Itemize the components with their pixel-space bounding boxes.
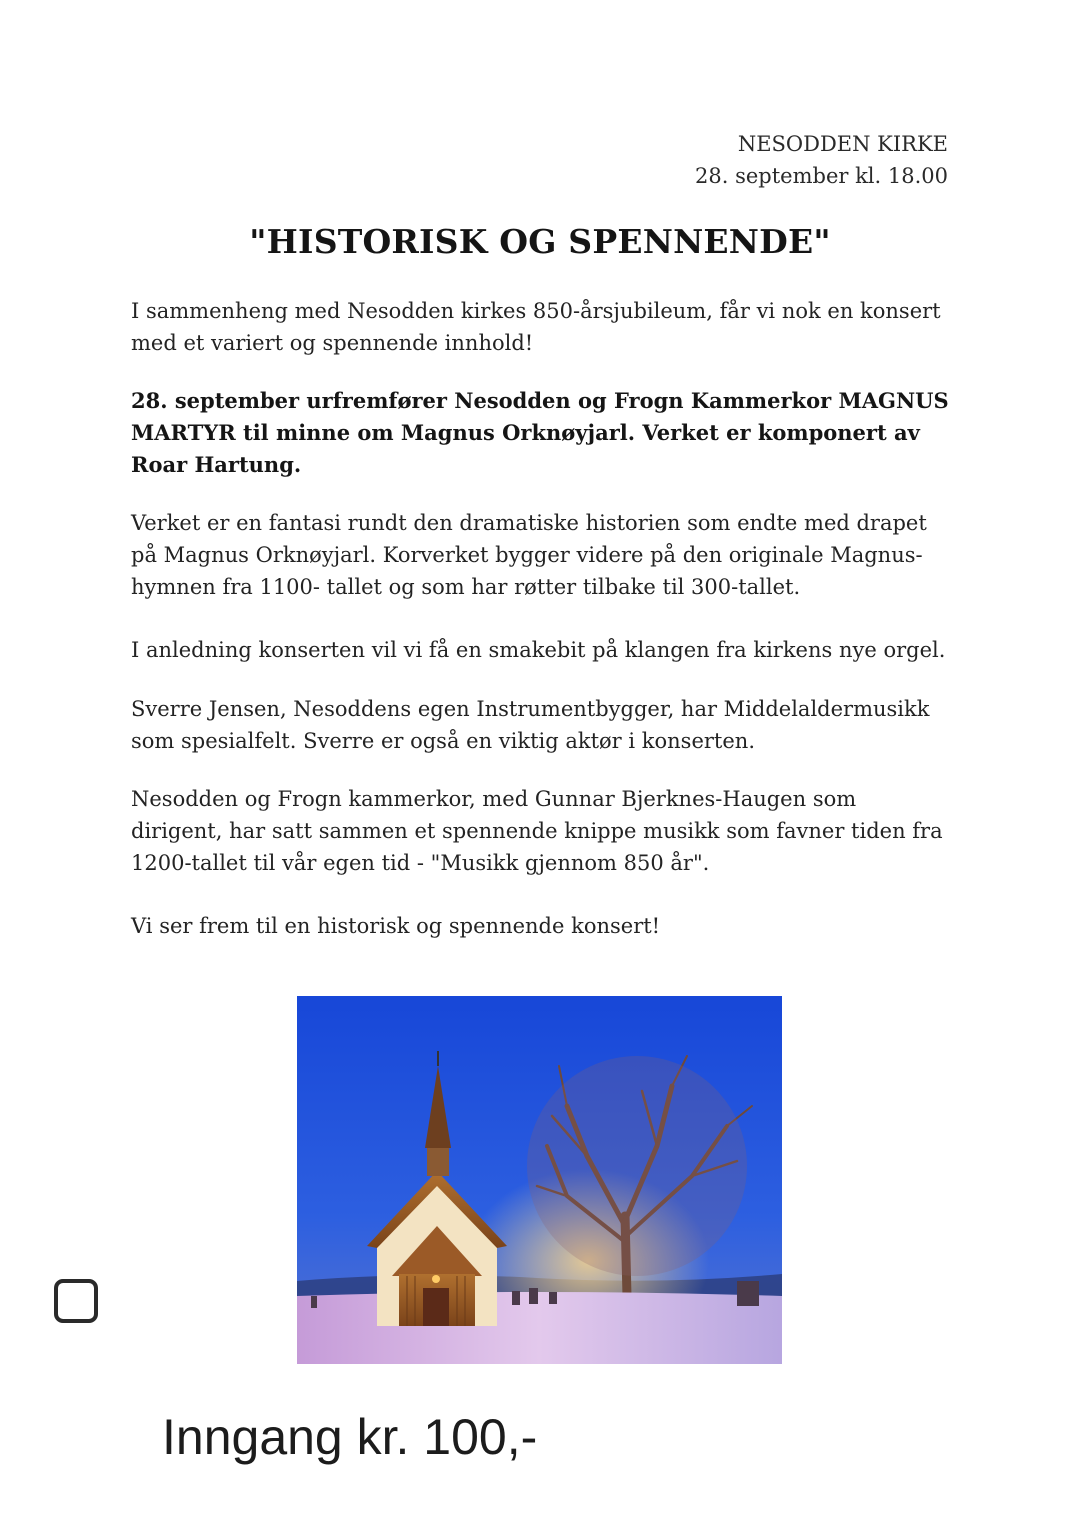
page-title: "HISTORISK OG SPENNENDE" (249, 222, 831, 261)
organ-paragraph: I anledning konserten vil vi få en smakebit på klangen fra kirkens nye orgel. (131, 638, 946, 662)
highlight-paragraph: 28. september urfremfører Nesodden og Frogn Kammerkor MAGNUS MARTYR til minne om Magnus Orknøyjarl. Verket er komponert av Roar Hartung. (131, 388, 949, 477)
closing-paragraph: Vi ser frem til en historisk og spennende konsert! (131, 914, 661, 938)
venue-name: NESODDEN KIRKE (737, 132, 948, 156)
venue-header (695, 128, 948, 192)
intro-paragraph: I sammenheng med Nesodden kirkes 850-årsjubileum, får vi nok en konsert med et variert og spennende innhold! (131, 299, 941, 355)
checkbox-icon[interactable] (54, 1279, 98, 1323)
admission-price: Inngang kr. 100,- (162, 1409, 538, 1465)
church-photo (297, 996, 782, 1364)
event-datetime: 28. september kl. 18.00 (695, 164, 948, 188)
work-paragraph: Verket er en fantasi rundt den dramatiske historien som endte med drapet på Magnus Orknøyjarl. Korverket bygger videre på den originale Magnus-hymnen fra 1100- tallet og som har røtter tilbake til 300-tallet. (131, 511, 927, 599)
sverre-paragraph: Sverre Jensen, Nesoddens egen Instrumentbygger, har Middelaldermusikk som spesialfelt. Sverre er også en viktig aktør i konserten. (131, 697, 930, 753)
choir-paragraph: Nesodden og Frogn kammerkor, med Gunnar Bjerknes-Haugen som dirigent, har satt sammen et spennende knippe musikk som favner tiden fra 1200-tallet til vår egen tid - "Musikk gjennom 850 år". (131, 787, 943, 875)
